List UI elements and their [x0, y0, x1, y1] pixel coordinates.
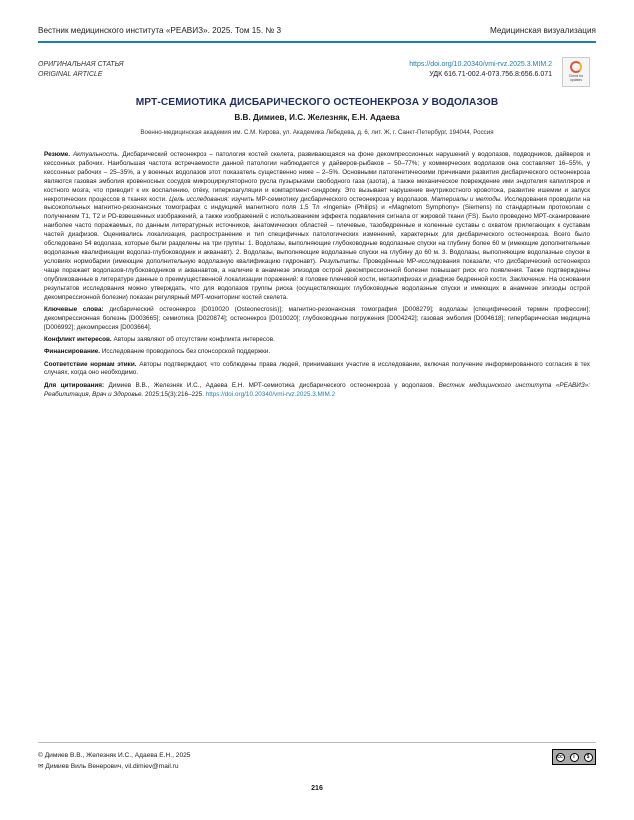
- ethics-text: Авторы подтверждают, что соблюдены права людей, принимавших участие в исследовании, включая получение информированного согласия в тех случаях, когда оно необходимо.: [44, 360, 590, 377]
- conclusion-text: На основании результатов исследования можно утверждать, что для водолазов группы риска (осуществляющих глубоководные водолазные спуски и имеющих в анамнезе эпизоды острой декомпрессионной болезни) показан регулярный МРТ-мониторинг костей скелета.: [44, 275, 591, 301]
- citation-doi-link[interactable]: https://doi.org/10.20340/vmi-rvz.2025.3.MIM.2: [205, 390, 336, 398]
- crossmark-icon: [570, 61, 582, 73]
- citation-label: Для цитирования:: [44, 381, 105, 389]
- funding: [44, 348, 590, 357]
- abstract-block: [44, 151, 590, 403]
- article-type: [38, 60, 124, 80]
- article-title: МРТ-СЕМИОТИКА ДИСБАРИЧЕСКОГО ОСТЕОНЕКРОЗА У ВОДОЛАЗОВ: [135, 97, 499, 108]
- ethics: [44, 361, 590, 379]
- citation-details: 2025;15(3):216–225.: [145, 390, 204, 398]
- funding-label: Финансирование.: [44, 348, 101, 356]
- conclusion-label: Заключение.: [509, 275, 548, 283]
- results-text: Проведённые МР-исследования показали, что дисбарический остеонекроз чаще поражает водолазов-глубоководников и акванавтов, а наличие в анамнезе эпизодов острой декомпрессионной болезни повышает риск его появления. Также подтверждены опубликованные в литературе данные о преимущественной локализации поражений: в головке плечевой кости, метаэпифизах и диафизе бедренной кости.: [44, 257, 591, 283]
- conflict-label: Конфликт интересов.: [44, 335, 112, 343]
- footer-info: [38, 750, 190, 772]
- citation-journal: Вестник медицинского института «РЕАВИЗ»: Реабилитация, Врач и Здоровье.: [44, 381, 590, 398]
- envelope-icon: ✉: [38, 763, 44, 770]
- doi-link[interactable]: https://doi.org/10.20340/vmi-rvz.2025.3.MIM.2: [409, 61, 552, 68]
- cc-license-badge[interactable]: [552, 749, 596, 765]
- abstract: [44, 151, 590, 302]
- results-label: Результаты.: [319, 257, 361, 265]
- header-rule: [38, 41, 596, 43]
- conflict-text: Авторы заявляют об отсутствии конфликта интересов.: [113, 335, 275, 343]
- section-name: Медицинская визуализация: [489, 26, 596, 35]
- keywords-label: Ключевые слова:: [44, 305, 104, 313]
- check-for-updates-badge[interactable]: [562, 57, 590, 87]
- article-type-ru: ОРИГИНАЛЬНАЯ СТАТЬЯ: [38, 61, 124, 68]
- aim-text: изучить МР-семиотику дисбарического остеонекроза у водолазов.: [231, 195, 430, 203]
- keywords-text: дисбарический остеонекроз [D010020 (Osteonecrosis)]; магнитно-резонансная томография [D008279]; водолазы [специфический термин профессии]; декомпрессионная болезнь [D003665]; семиотика [D020874]; остеонекроз [D010020]; глубоководные погружения [D004242]; газовая эмболия [D004618]; гипербарическая медицина [D006992]; декомпрессия [D003664].: [44, 305, 591, 331]
- ethics-label: Соответствие нормам этики.: [44, 360, 137, 368]
- relevance-text: Дисбарический остеонекроз – патология костей скелета, развивающаяся на фоне декомпрессионных нарушений у водолазов, подводников, дайверов и кессонных рабочих. Наибольшая частота встречаемости данной патологии наблюдается у дайверов-рыбаков – 50–77%; у коммерческих водолазов она составляет 16–55%, у кессонных рабочих – 25–35%, а у военных водолазов этот показатель существенно ниже – 2–5%. Основными патогенетическими причинами развития дисбарического остеонекроза являются газовая эмболия кровеносных сосудов микроциркуляторного русла пузырьками свободного газа (азота), а также механическое повреждение ими эндотелия капилляров и костного мозга, что приводит к их воспалению, отёку, гиперкоагуляции и компартмент-синдрому. Это вызывает нарушение внутрикостного кровотока, развитие ишемии и запуск некротических процессов в тканях кости.: [44, 151, 590, 203]
- nc-icon: $: [584, 753, 593, 762]
- cc-icon: cc: [557, 753, 563, 760]
- abstract-label: Резюме.: [44, 151, 71, 158]
- article-identifiers: [409, 60, 552, 80]
- methods-label: Материалы и методы.: [431, 195, 503, 203]
- running-header: [38, 26, 596, 42]
- affiliation: Военно-медицинская академия им. С.М. Кирова, ул. Академика Лебедева, д. 6, лит. Ж, г. Санкт-Петербург, 194044, Россия: [140, 129, 494, 136]
- footer-rule: [38, 742, 596, 743]
- by-icon: i: [570, 753, 579, 762]
- relevance-label: Актуальность.: [72, 151, 120, 158]
- contact-line: [38, 761, 190, 772]
- check-for-updates-label: Check for updates: [568, 74, 584, 82]
- citation-text: Димиев В.В., Железняк И.С., Адаева Е.Н. МРТ-семиотика дисбарического остеонекроза у водолазов.: [108, 381, 435, 389]
- conflict-of-interest: [44, 336, 590, 345]
- aim-label: Цель исследования:: [169, 195, 230, 203]
- contact-text[interactable]: Димиев Виль Венерович, vil.dimiev@mail.ru: [45, 763, 179, 770]
- methods-text: Исследования проводили на высокопольных магнитно-резонансных томографах с индукцией магнитного поля 1,5 Тл «Ingenia» (Philips) и «Magnetom Symphony» (Siemens) по стандартным протоколам с получением Т1, Т2 и PD-взвешенных изображений, а также изображений с использованием эффекта подавления сигнала от жировой ткани (FS). Было проведено МРТ-сканирование наиболее часто поражаемых, по данным литературных источников, анатомических областей – плечевые, тазобедренные и коленные суставы с охватом прилегающих к суставам частей диафизов. Оценивались локализация, распространение и тип специфичных патологических изменений, характерных для дисбарического остеонекроза. Всего было обследовано 54 водолаза, которые были разделены на три группы: 1. Водолазы, выполняющие глубоководные водолазные спуски на глубину более 60 м (имеющие дополнительные водолазные квалификации водолаз-глубоководник и акванавт). 2. Водолазы, выполняющие водолазные спуски на глубину до 60 м. 3. Водолазы, выполняющие водолазные спуски в условиях нормобарии (имеющие дополнительную водолазную квалификацию гидронавт).: [44, 195, 590, 265]
- funding-text: Исследование проводилось без спонсорской поддержки.: [101, 348, 271, 356]
- article-type-en: ORIGINAL ARTICLE: [38, 71, 103, 78]
- udk-code: УДК 616.71-002.4-073.756.8:656.6.071: [429, 71, 552, 78]
- page-number: 216: [311, 785, 323, 792]
- keywords: [44, 306, 590, 333]
- copyright: © Димиев В.В., Железняк И.С., Адаева Е.Н., 2025: [38, 752, 191, 759]
- journal-name: Вестник медицинского института «РЕАВИЗ». 2025. Том 15. № 3: [38, 26, 282, 35]
- authors: В.В. Димиев, И.С. Железняк, Е.Н. Адаева: [234, 113, 400, 122]
- citation: [44, 382, 590, 400]
